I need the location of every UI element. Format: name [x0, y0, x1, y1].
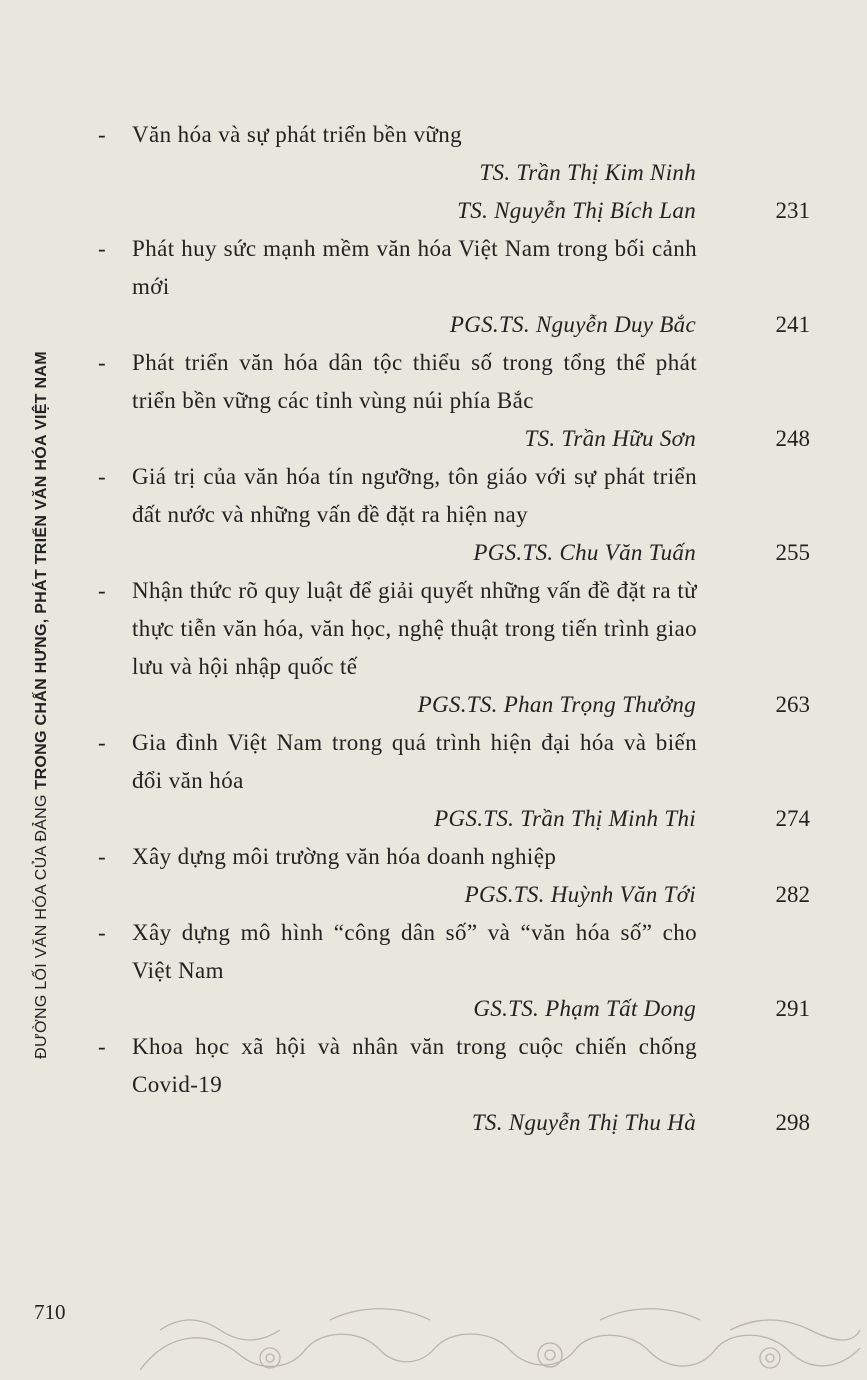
toc-entry	[98, 838, 828, 914]
entry-dash: -	[98, 844, 107, 869]
entry-title: Xây dựng mô hình “công dân số” và “văn hóa số” cho Việt Nam	[132, 920, 697, 983]
entry-page-number: 274	[775, 806, 810, 831]
toc-entry	[98, 458, 828, 572]
entry-title: Khoa học xã hội và nhân văn trong cuộc chiến chống Covid-19	[132, 1034, 697, 1097]
toc-entry	[98, 344, 828, 458]
entry-author: PGS.TS. Phan Trọng Thưởng	[417, 692, 696, 717]
entry-title: Xây dựng môi trường văn hóa doanh nghiệp	[132, 844, 557, 869]
entry-author: TS. Nguyễn Thị Bích Lan	[457, 198, 696, 223]
toc-entry	[98, 116, 828, 230]
entry-title: Nhận thức rõ quy luật để giải quyết những vấn đề đặt ra từ thực tiễn văn hóa, văn học, nghệ thuật trong tiến trình giao lưu và hội nhập quốc tế	[132, 578, 697, 679]
entry-dash: -	[98, 122, 107, 147]
decorative-border-ornament	[130, 1300, 867, 1380]
toc-entry	[98, 914, 828, 1028]
entry-title: Văn hóa và sự phát triển bền vững	[132, 122, 463, 147]
entry-dash: -	[98, 350, 107, 375]
entry-author: TS. Trần Thị Kim Ninh	[479, 160, 696, 185]
entry-dash: -	[98, 920, 107, 945]
entry-title: Phát huy sức mạnh mềm văn hóa Việt Nam trong bối cảnh mới	[132, 236, 697, 299]
entry-author: PGS.TS. Huỳnh Văn Tới	[464, 882, 696, 907]
entry-page-number: 298	[775, 1110, 810, 1135]
entry-title: Phát triển văn hóa dân tộc thiểu số trong tổng thể phát triển bền vững các tỉnh vùng núi phía Bắc	[132, 350, 697, 413]
entry-dash: -	[98, 464, 107, 489]
entry-author: GS.TS. Phạm Tất Dong	[473, 996, 696, 1021]
entry-dash: -	[98, 578, 107, 603]
entry-page-number: 231	[775, 198, 810, 223]
entry-page-number: 241	[775, 312, 810, 337]
entry-title: Giá trị của văn hóa tín ngưỡng, tôn giáo với sự phát triển đất nước và những vấn đề đặt ra hiện nay	[132, 464, 697, 527]
toc-entry	[98, 572, 828, 724]
entry-dash: -	[98, 236, 107, 261]
entry-author: PGS.TS. Nguyễn Duy Bắc	[449, 312, 696, 337]
toc-entry	[98, 1028, 828, 1142]
spine-title	[22, 100, 62, 1310]
spine-title-prefix: ĐƯỜNG LỐI VĂN HÓA CỦA ĐẢNG	[33, 789, 51, 1059]
entry-dash: -	[98, 1034, 107, 1059]
entry-page-number: 255	[775, 540, 810, 565]
toc-entry	[98, 724, 828, 838]
spine-title-emphasis: TRONG CHẤN HƯNG, PHÁT TRIỂN VĂN HÓA VIỆT NAM	[33, 351, 51, 790]
entry-page-number: 248	[775, 426, 810, 451]
entry-dash: -	[98, 730, 107, 755]
page-number: 710	[34, 1300, 66, 1324]
entry-title: Gia đình Việt Nam trong quá trình hiện đại hóa và biến đổi văn hóa	[132, 730, 697, 793]
toc-entry	[98, 230, 828, 344]
entry-author: PGS.TS. Trần Thị Minh Thi	[434, 806, 696, 831]
table-of-contents	[98, 116, 828, 1142]
entry-page-number: 263	[775, 692, 810, 717]
entry-author: TS. Nguyễn Thị Thu Hà	[471, 1110, 696, 1135]
entry-author: PGS.TS. Chu Văn Tuấn	[473, 540, 696, 565]
entry-page-spacer	[696, 154, 810, 192]
entry-page-number: 291	[775, 996, 810, 1021]
entry-author: TS. Trần Hữu Sơn	[524, 426, 696, 451]
entry-page-number: 282	[775, 882, 810, 907]
